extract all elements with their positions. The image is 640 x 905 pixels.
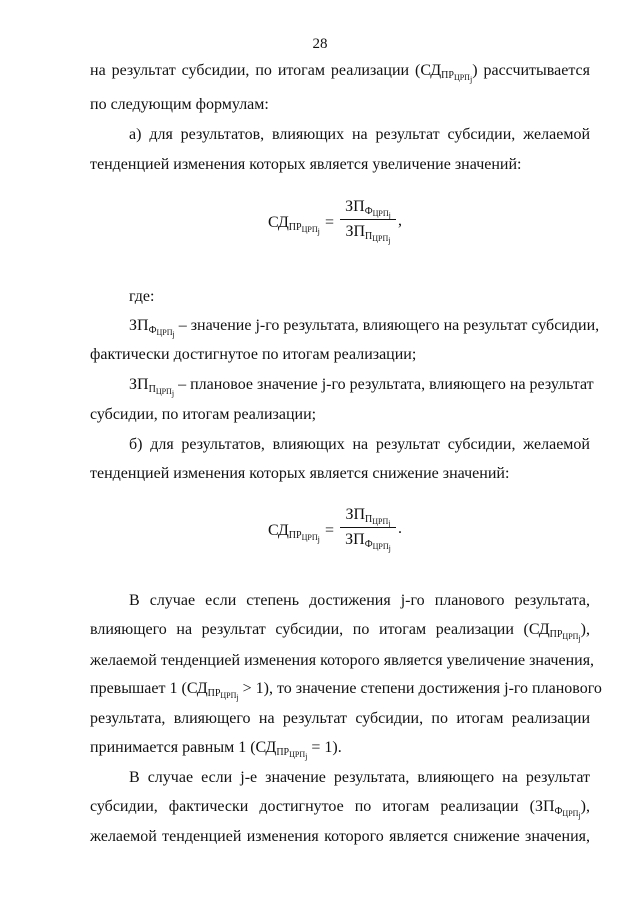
paragraph-line: где:	[129, 288, 155, 305]
formula-punct: .	[398, 520, 402, 537]
formula-punct: ,	[398, 212, 402, 229]
paragraph-line: тенденцией изменения которых является увеличение значений:	[90, 156, 522, 173]
fraction	[340, 504, 396, 551]
paragraph-line: В случае если степень достижения j-го планового результата,	[129, 592, 590, 609]
numerator: $ЗП_{П_{ЦРП_j}}$	[345, 506, 391, 528]
paragraph-line: результата, влияющего на результат субсидии, по итогам реализации	[90, 710, 590, 727]
denominator: $ЗП_{Ф_{ЦРП_j}}$	[345, 531, 391, 553]
formula-b	[0, 500, 640, 570]
numerator: $ЗП_{Ф_{ЦРП_j}}$	[345, 198, 391, 220]
paragraph-line: $ЗП_{П_{ЦРП_j}}$ – плановое значение j-го результата, влияющего на результат	[129, 376, 594, 398]
paragraph-line: желаемой тенденцией изменения которого является увеличение значения,	[90, 652, 595, 669]
denominator: $ЗП_{П_{ЦРП_j}}$	[345, 223, 391, 245]
paragraph-line: субсидии, фактически достигнутое по итогам реализации $(ЗП_{Ф_{ЦРП_j}})$,	[90, 798, 590, 820]
page-number: 28	[312, 36, 328, 52]
paragraph-line: влияющего на результат субсидии, по итогам реализации $(СД_{ПР_{ЦРП_j}})$,	[90, 621, 590, 643]
formula-lhs: $СД_{ПР_{ЦРП_j}}$	[268, 214, 320, 236]
paragraph-line: $ЗП_{Ф_{ЦРП_j}}$ – значение j-го результата, влияющего на результат субсидии,	[129, 317, 600, 339]
equals-sign: =	[325, 522, 335, 539]
formula-a	[0, 192, 640, 262]
paragraph-line: а) для результатов, влияющих на результат субсидии, желаемой	[129, 126, 590, 143]
paragraph-line: по следующим формулам:	[90, 96, 269, 113]
paragraph-line: принимается равным 1 $(СД_{ПР_{ЦРП_j}} = 1)$.	[90, 739, 342, 761]
paragraph-line: тенденцией изменения которых является снижение значений:	[90, 465, 510, 482]
formula-lhs: $СД_{ПР_{ЦРП_j}}$	[268, 522, 320, 544]
fraction	[340, 196, 396, 243]
paragraph-line: фактически достигнутое по итогам реализации;	[90, 346, 417, 363]
paragraph-line: В случае если j-е значение результата, влияющего на результат	[129, 769, 590, 786]
paragraph-line: б) для результатов, влияющих на результат субсидии, желаемой	[129, 436, 590, 453]
paragraph-line: превышает 1 $(СД_{ПР_{ЦРП_j}} > 1)$, то значение степени достижения j-го планового	[90, 680, 602, 702]
paragraph-line: желаемой тенденцией изменения которого является снижение значения,	[90, 828, 590, 845]
fraction-bar	[340, 219, 396, 220]
paragraph-line: на результат субсидии, по итогам реализации $(СД_{ПР_{ЦРП_j}})$ рассчитывается	[90, 62, 590, 84]
equals-sign: =	[325, 214, 335, 231]
paragraph-line: субсидии, по итогам реализации;	[90, 406, 317, 423]
subscript: ПРЦРПj	[441, 70, 473, 84]
